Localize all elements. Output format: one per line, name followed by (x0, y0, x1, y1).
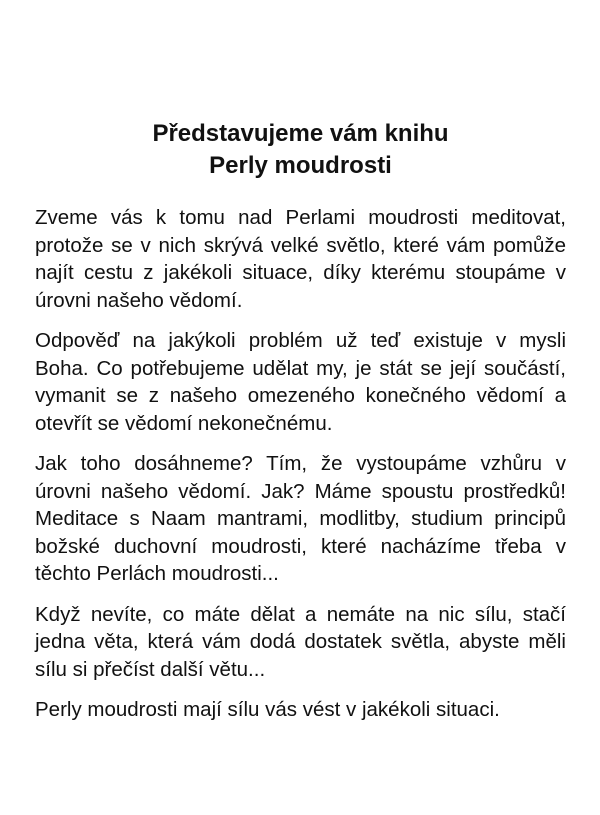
paragraph-how: Jak toho dosáhneme? Tím, že vystoupáme vzhůru v úrovni našeho vědomí. Jak? Máme spoustu prostředků! Meditace s Naam mantrami, modlitby, studium principů božské duchovní moudrosti, které nacházíme třeba v těchto Perlách moudrosti... (35, 452, 566, 585)
paragraph-one-sentence: Když nevíte, co máte dělat a nemáte na nic sílu, stačí jedna věta, která vám dodá dostatek světla, abyste měli sílu si přečíst další větu... (35, 602, 566, 681)
title-line-2: Perly moudrosti (209, 152, 392, 179)
page-title (35, 118, 566, 182)
page-content (35, 118, 566, 737)
title-line-1: Představujeme vám knihu (152, 120, 449, 147)
paragraph-answer: Odpověď na jakýkoli problém už teď existuje v mysli Boha. Co potřebujeme udělat my, je stát se její součástí, vymanit se z našeho omezeného konečného vědomí a otevřít se vědomí nekonečnému. (35, 329, 566, 435)
paragraph-closing: Perly moudrosti mají sílu vás vést v jakékoli situaci. (35, 698, 500, 721)
paragraph-invitation: Zveme vás k tomu nad Perlami moudrosti meditovat, protože se v nich skrývá velké světlo, které vám pomůže najít cestu z jakékoli situace, díky kterému stoupáme v úrovni našeho vědomí. (35, 206, 566, 312)
